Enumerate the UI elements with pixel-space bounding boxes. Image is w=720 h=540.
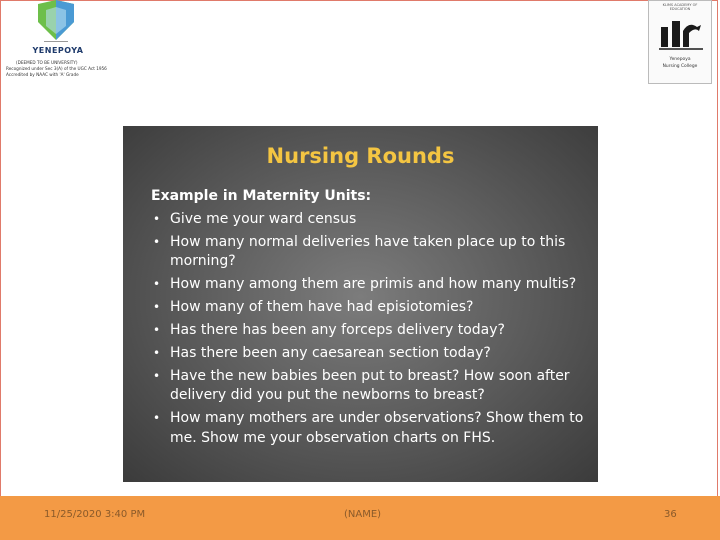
university-recognition: Recognized under Sec 3(A) of the UGC Act 1956 <box>6 66 107 71</box>
university-status: (DEEMED TO BE UNIVERSITY) <box>16 60 78 65</box>
bullet-text: Give me your ward census <box>170 211 357 227</box>
slide-content <box>123 126 598 482</box>
university-name: YENEPOYA <box>32 46 84 55</box>
bullet-icon: • <box>153 234 161 249</box>
footer-name: (NAME) <box>344 509 382 520</box>
footer-bar <box>0 496 720 540</box>
bullet-text: How many among them are primis and how many multis? <box>170 276 577 293</box>
bullet-item <box>151 233 591 272</box>
bullet-icon: • <box>153 345 161 360</box>
nursing-college-logo <box>648 0 712 84</box>
bullet-text: How many of them have had episiotomies? <box>170 299 474 316</box>
nursing-college-top-text: KLIMS ACADEMY OF EDUCATION <box>662 3 698 11</box>
slide-subheading: Example in Maternity Units: <box>151 188 372 204</box>
bullet-item <box>151 210 591 230</box>
bullet-item <box>151 344 591 364</box>
shield-icon <box>36 0 76 42</box>
nursing-college-name-line2: Nursing College <box>662 64 698 69</box>
footer-date: 11/25/2020 3:40 PM <box>44 509 146 520</box>
bullet-item <box>151 298 591 318</box>
bullet-icon: • <box>153 368 161 383</box>
bullet-icon: • <box>153 277 161 292</box>
college-emblem-icon <box>659 17 703 51</box>
bullet-icon: • <box>153 411 161 426</box>
page-number: 36 <box>664 509 677 520</box>
bullet-item <box>151 275 591 295</box>
bullet-icon: • <box>153 300 161 315</box>
yenepoya-logo <box>6 0 110 96</box>
bullet-icon: • <box>153 212 161 226</box>
bullet-text: Has there been any caesarean section today? <box>170 344 491 361</box>
bullet-item <box>151 321 591 341</box>
bullet-text: How many mothers are under observations? Show them to me. Show me your observation charts on FHS. <box>170 410 584 446</box>
nursing-college-name-line1: Yenepoya <box>669 57 691 62</box>
slide-title: Nursing Rounds <box>266 144 455 168</box>
bullet-text: How many normal deliveries have taken place up to this morning? <box>170 233 566 270</box>
university-accreditation: Accredited by NAAC with 'A' Grade <box>6 72 79 77</box>
bullet-item <box>151 367 591 406</box>
bullet-text: Has there has been any forceps delivery today? <box>170 322 505 339</box>
bullet-list <box>151 210 591 452</box>
bullet-icon: • <box>153 323 161 338</box>
bullet-text: Have the new babies been put to breast? How soon after delivery did you put the newborns to breast? <box>170 367 570 404</box>
bullet-item <box>151 409 591 448</box>
